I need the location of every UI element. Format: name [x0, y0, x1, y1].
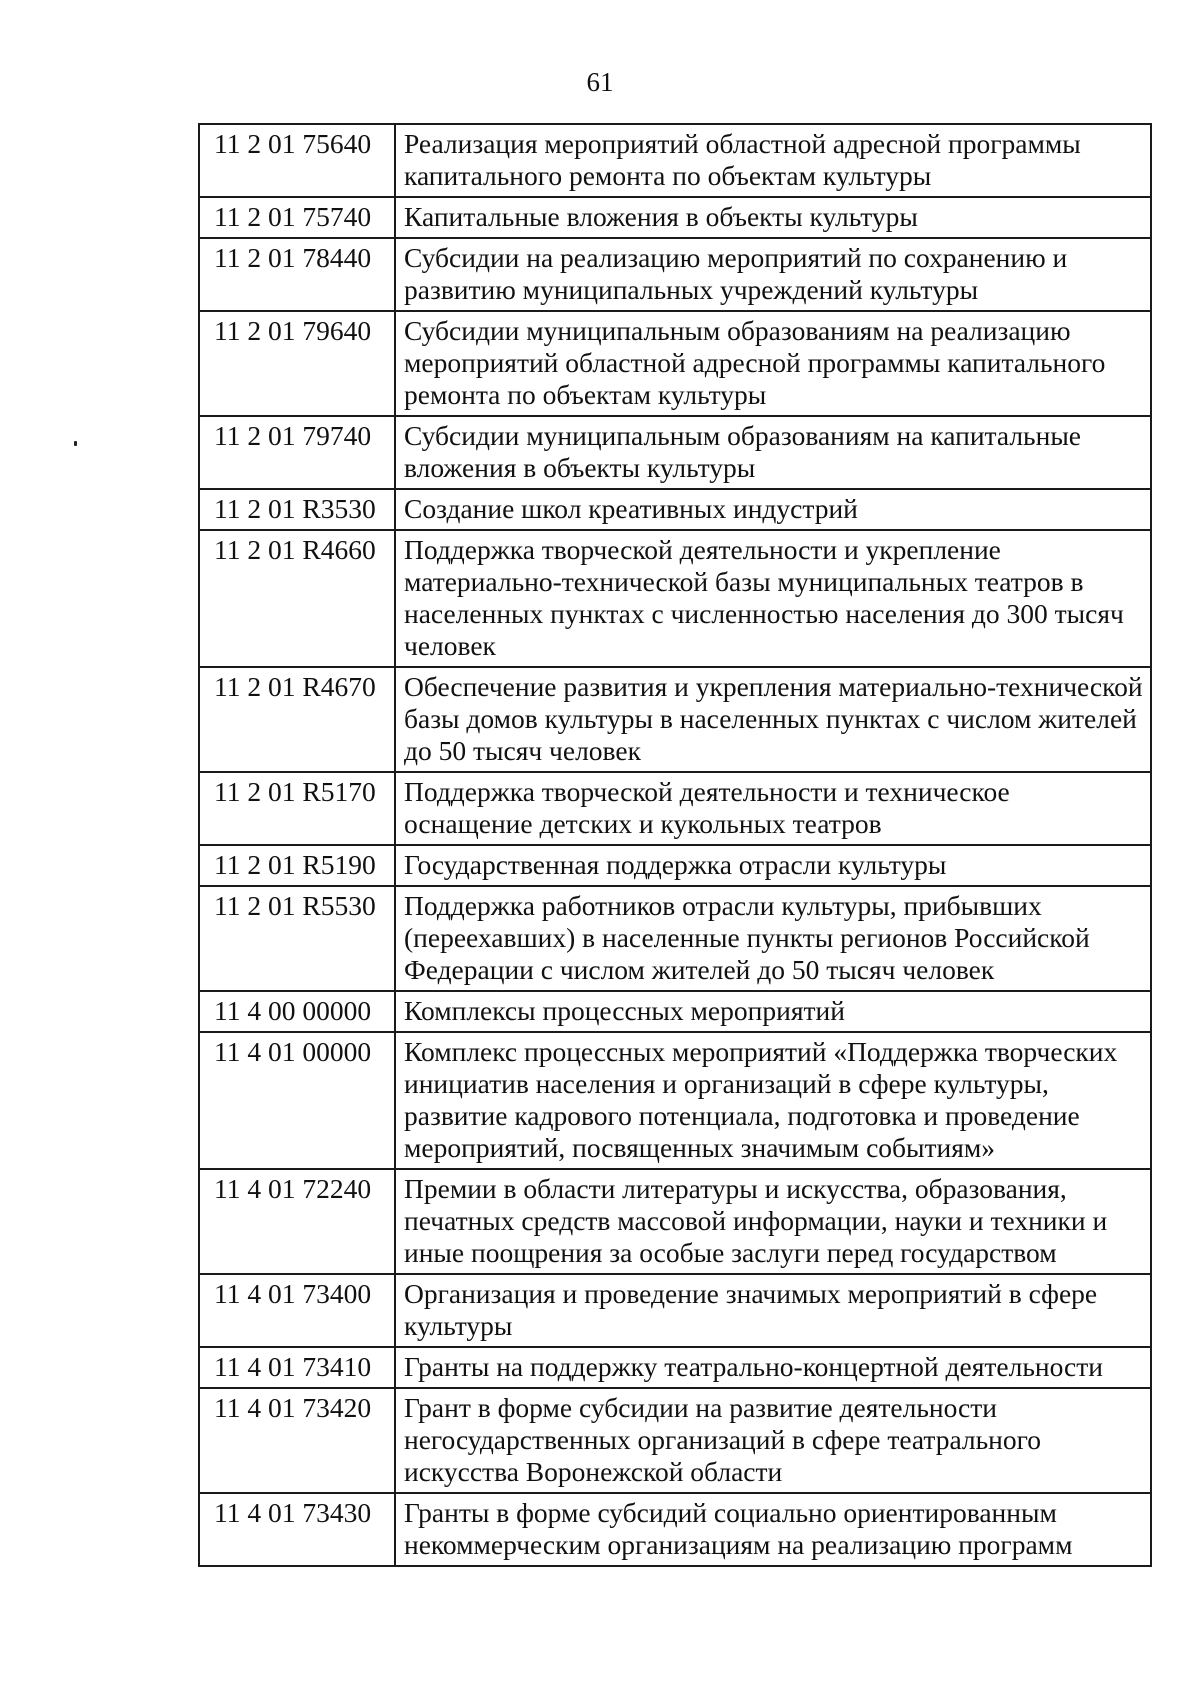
budget-code-cell: 11 2 01 75740 [199, 197, 395, 238]
table-row [199, 1347, 1151, 1388]
budget-code-cell: 11 4 01 73430 [199, 1493, 395, 1566]
description-cell: Гранты в форме субсидий социально ориентированным некоммерческим организациям на реализацию программ [395, 1493, 1151, 1566]
table-row [199, 1169, 1151, 1274]
table-row [199, 991, 1151, 1032]
budget-code-cell: 11 2 01 79640 [199, 311, 395, 416]
description-cell: Грант в форме субсидии на развитие деятельности негосударственных организаций в сфере театрального искусства Воронежской области [395, 1388, 1151, 1493]
table-row [199, 845, 1151, 886]
table-row [199, 489, 1151, 530]
table-row [199, 530, 1151, 667]
table-row [199, 1388, 1151, 1493]
budget-code-cell: 11 4 01 73400 [199, 1274, 395, 1347]
table-row [199, 124, 1151, 197]
description-cell: Субсидии муниципальным образованиям на капитальные вложения в объекты культуры [395, 416, 1151, 489]
description-cell: Реализация мероприятий областной адресной программы капитального ремонта по объектам культуры [395, 124, 1151, 197]
description-cell: Гранты на поддержку театрально-концертной деятельности [395, 1347, 1151, 1388]
description-cell: Комплекс процессных мероприятий «Поддержка творческих инициатив населения и организаций в сфере культуры, развитие кадрового потенциала, подготовка и проведение мероприятий, посвященных значимым событиям» [395, 1032, 1151, 1169]
description-cell: Поддержка творческой деятельности и техническое оснащение детских и кукольных театров [395, 772, 1151, 845]
budget-code-cell: 11 4 01 00000 [199, 1032, 395, 1169]
table-row [199, 1274, 1151, 1347]
description-cell: Обеспечение развития и укрепления материально-технической базы домов культуры в населенных пунктах с числом жителей до 50 тысяч человек [395, 667, 1151, 772]
table-row [199, 416, 1151, 489]
description-cell: Субсидии на реализацию мероприятий по сохранению и развитию муниципальных учреждений культуры [395, 238, 1151, 311]
description-cell: Организация и проведение значимых мероприятий в сфере культуры [395, 1274, 1151, 1347]
budget-code-cell: 11 2 01 R5530 [199, 886, 395, 991]
budget-code-cell: 11 2 01 79740 [199, 416, 395, 489]
budget-code-cell: 11 2 01 78440 [199, 238, 395, 311]
budget-code-cell: 11 2 01 R5190 [199, 845, 395, 886]
budget-code-cell: 11 2 01 R5170 [199, 772, 395, 845]
table-row [199, 197, 1151, 238]
description-cell: Премии в области литературы и искусства, образования, печатных средств массовой информации, науки и техники и иные поощрения за особые заслуги перед государством [395, 1169, 1151, 1274]
table-row [199, 667, 1151, 772]
budget-code-cell: 11 2 01 R4660 [199, 530, 395, 667]
description-cell: Поддержка работников отрасли культуры, прибывших (переехавших) в населенные пункты регионов Российской Федерации с числом жителей до 50 тысяч человек [395, 886, 1151, 991]
description-cell: Создание школ креативных индустрий [395, 489, 1151, 530]
budget-code-cell: 11 4 00 00000 [199, 991, 395, 1032]
budget-code-cell: 11 4 01 73420 [199, 1388, 395, 1493]
budget-codes-table-wrapper [198, 123, 1150, 1567]
description-cell: Комплексы процессных мероприятий [395, 991, 1151, 1032]
budget-code-cell: 11 2 01 R4670 [199, 667, 395, 772]
page-number: 61 [586, 67, 614, 97]
budget-code-cell: 11 4 01 72240 [199, 1169, 395, 1274]
table-row [199, 1032, 1151, 1169]
budget-code-cell: 11 4 01 73410 [199, 1347, 395, 1388]
description-cell: Субсидии муниципальным образованиям на реализацию мероприятий областной адресной программы капитального ремонта по объектам культуры [395, 311, 1151, 416]
table-row [199, 886, 1151, 991]
description-cell: Капитальные вложения в объекты культуры [395, 197, 1151, 238]
description-cell: Поддержка творческой деятельности и укрепление материально-технической базы муниципальных театров в населенных пунктах с численностью населения до 300 тысяч человек [395, 530, 1151, 667]
budget-code-cell: 11 2 01 R3530 [199, 489, 395, 530]
table-row [199, 772, 1151, 845]
budget-code-cell: 11 2 01 75640 [199, 124, 395, 197]
table-row [199, 238, 1151, 311]
budget-codes-table [198, 123, 1152, 1567]
description-cell: Государственная поддержка отрасли культуры [395, 845, 1151, 886]
scan-speck [74, 441, 77, 446]
table-row [199, 1493, 1151, 1566]
table-row [199, 311, 1151, 416]
